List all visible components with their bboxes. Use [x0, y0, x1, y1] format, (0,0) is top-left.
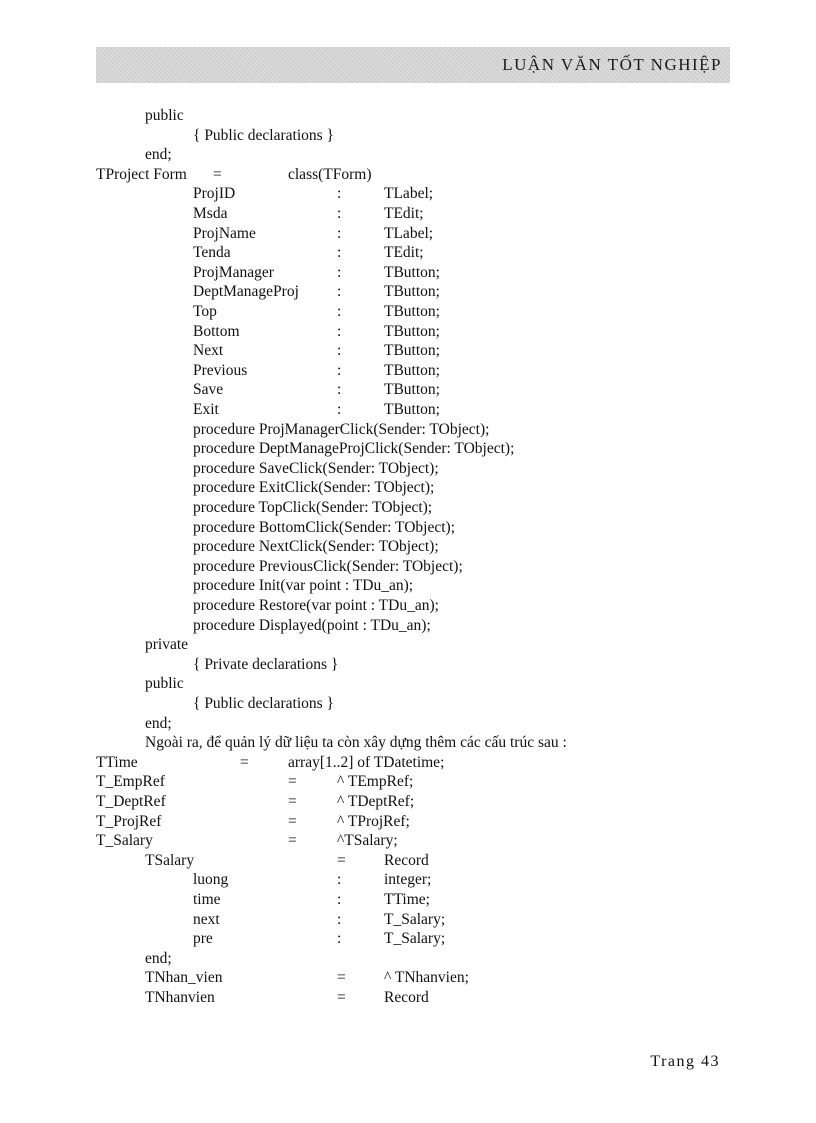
code-token: T_EmpRef	[96, 773, 165, 791]
code-line	[0, 165, 816, 185]
code-token: TNhanvien	[145, 989, 215, 1006]
page-number-value: 43	[701, 1053, 720, 1070]
code-token: :	[337, 322, 342, 340]
code-line	[0, 439, 816, 459]
code-line	[0, 831, 816, 851]
code-token: =	[337, 851, 346, 869]
code-line	[0, 772, 816, 792]
code-token: :	[337, 283, 342, 301]
code-token: =	[240, 753, 249, 771]
code-line	[0, 498, 816, 518]
code-line	[0, 282, 816, 302]
code-line	[0, 674, 816, 694]
code-token: =	[288, 832, 297, 850]
code-token: :	[337, 224, 342, 242]
code-line	[0, 890, 816, 910]
code-token: procedure ProjManagerClick(Sender: TObject);	[193, 420, 490, 438]
page-number	[650, 1053, 720, 1071]
code-token: TButton;	[384, 322, 440, 340]
code-token: :	[337, 303, 342, 320]
code-token: Record	[384, 851, 429, 869]
code-token: procedure TopClick(Sender: TObject);	[193, 499, 433, 516]
code-token: T_Salary	[96, 832, 153, 850]
code-token: ^ TDeptRef;	[337, 793, 415, 810]
code-line	[0, 792, 816, 812]
code-line	[0, 733, 816, 753]
code-line	[0, 968, 816, 988]
code-line	[0, 616, 816, 636]
code-token: TLabel;	[384, 185, 434, 203]
code-token: =	[288, 812, 297, 830]
code-token: TTime	[96, 753, 138, 771]
code-line	[0, 635, 816, 655]
code-line	[0, 537, 816, 557]
code-line	[0, 400, 816, 420]
code-token: TNhan_vien	[145, 969, 223, 987]
code-token: luong	[193, 871, 229, 889]
code-token: :	[337, 401, 342, 418]
code-token: :	[337, 930, 342, 948]
code-line	[0, 812, 816, 832]
code-line	[0, 988, 816, 1008]
code-token: :	[337, 361, 342, 379]
code-token: =	[337, 969, 346, 987]
code-token: TProject Form	[96, 165, 187, 183]
code-token: TButton;	[384, 361, 440, 379]
code-token: Save	[193, 381, 224, 399]
code-line	[0, 694, 816, 714]
code-token: TButton;	[384, 381, 440, 399]
code-line	[0, 557, 816, 577]
code-token: procedure NextClick(Sender: TObject);	[193, 538, 439, 556]
code-token: end;	[145, 949, 172, 967]
code-token: procedure Displayed(point : TDu_an);	[193, 616, 431, 634]
code-token: ^TSalary;	[337, 832, 398, 850]
code-token: procedure ExitClick(Sender: TObject);	[193, 479, 435, 497]
code-token: { Private declarations }	[193, 655, 339, 673]
code-token: ProjManager	[193, 263, 274, 281]
code-line	[0, 380, 816, 400]
code-token: ^ TNhanvien;	[384, 969, 469, 987]
code-token: :	[337, 244, 342, 262]
code-token: next	[193, 910, 220, 928]
code-token: Msda	[193, 205, 228, 222]
code-line	[0, 478, 816, 498]
code-token: end;	[145, 146, 172, 164]
code-line	[0, 655, 816, 675]
code-token: TTime;	[384, 891, 430, 908]
code-token: class(TForm)	[288, 165, 372, 183]
code-line	[0, 184, 816, 204]
code-token: Ngoài ra, để quản lý dữ liệu ta còn xây dựng thêm các cấu trúc sau :	[145, 734, 567, 752]
code-line	[0, 518, 816, 538]
code-token: array[1..2] of TDatetime;	[288, 753, 445, 771]
code-line	[0, 341, 816, 361]
code-token: =	[213, 165, 222, 183]
code-token: T_ProjRef	[96, 812, 162, 830]
code-token: TSalary	[145, 851, 195, 869]
code-token: private	[145, 636, 189, 654]
code-token: public	[145, 675, 184, 693]
code-line	[0, 322, 816, 342]
code-line	[0, 224, 816, 244]
code-token: :	[337, 342, 342, 360]
code-token: procedure PreviousClick(Sender: TObject);	[193, 557, 463, 575]
code-line	[0, 753, 816, 773]
code-token: pre	[193, 930, 213, 948]
code-token: Next	[193, 342, 224, 360]
code-line	[0, 851, 816, 871]
code-line	[0, 929, 816, 949]
code-token: Tenda	[193, 244, 231, 262]
code-token: :	[337, 205, 342, 222]
code-line	[0, 459, 816, 479]
page-label: Trang	[650, 1053, 696, 1070]
code-line	[0, 145, 816, 165]
code-token: ^ TEmpRef;	[337, 773, 414, 791]
code-token: integer;	[384, 871, 432, 889]
header-title: LUẬN VĂN TỐT NGHIỆP	[502, 55, 722, 74]
code-token: :	[337, 891, 342, 908]
code-token: ProjName	[193, 224, 256, 242]
code-token: procedure Init(var point : TDu_an);	[193, 577, 414, 595]
code-line	[0, 420, 816, 440]
code-line	[0, 714, 816, 734]
code-line	[0, 870, 816, 890]
code-line	[0, 204, 816, 224]
code-line	[0, 910, 816, 930]
code-line	[0, 263, 816, 283]
code-token: T_Salary;	[384, 930, 446, 948]
code-token: T_Salary;	[384, 910, 446, 928]
code-line	[0, 243, 816, 263]
code-token: public	[145, 107, 184, 124]
code-line	[0, 126, 816, 146]
code-token: Exit	[193, 401, 219, 418]
code-token: :	[337, 871, 342, 889]
code-token: DeptManageProj	[193, 283, 299, 301]
code-token: Top	[193, 303, 217, 320]
code-token: TButton;	[384, 342, 440, 360]
code-token: =	[288, 793, 297, 810]
code-line	[0, 596, 816, 616]
code-token: Previous	[193, 361, 248, 379]
code-token: end;	[145, 714, 172, 732]
code-token: ^ TProjRef;	[337, 812, 410, 830]
code-token: TEdit;	[384, 205, 424, 222]
code-token: procedure BottomClick(Sender: TObject);	[193, 518, 456, 536]
code-token: TButton;	[384, 263, 440, 281]
code-token: TButton;	[384, 401, 440, 418]
code-token: :	[337, 185, 342, 203]
code-token: T_DeptRef	[96, 793, 166, 810]
code-token: ProjID	[193, 185, 236, 203]
code-line	[0, 302, 816, 322]
code-token: TButton;	[384, 283, 440, 301]
code-token: :	[337, 910, 342, 928]
code-line	[0, 106, 816, 126]
code-token: procedure Restore(var point : TDu_an);	[193, 597, 439, 614]
code-token: =	[288, 773, 297, 791]
code-token: Bottom	[193, 322, 240, 340]
code-token: time	[193, 891, 221, 908]
header-band	[96, 47, 730, 83]
code-line	[0, 949, 816, 969]
code-line	[0, 361, 816, 381]
code-token: { Public declarations }	[193, 695, 334, 712]
code-line	[0, 576, 816, 596]
code-token: :	[337, 381, 342, 399]
code-token: procedure SaveClick(Sender: TObject);	[193, 459, 439, 477]
code-token: TLabel;	[384, 224, 434, 242]
code-token: =	[337, 989, 346, 1006]
code-token: TButton;	[384, 303, 440, 320]
code-token: Record	[384, 989, 429, 1006]
code-token: TEdit;	[384, 244, 424, 262]
code-token: :	[337, 263, 342, 281]
code-token: procedure DeptManageProjClick(Sender: TObject);	[193, 440, 515, 458]
code-token: { Public declarations }	[193, 126, 334, 144]
